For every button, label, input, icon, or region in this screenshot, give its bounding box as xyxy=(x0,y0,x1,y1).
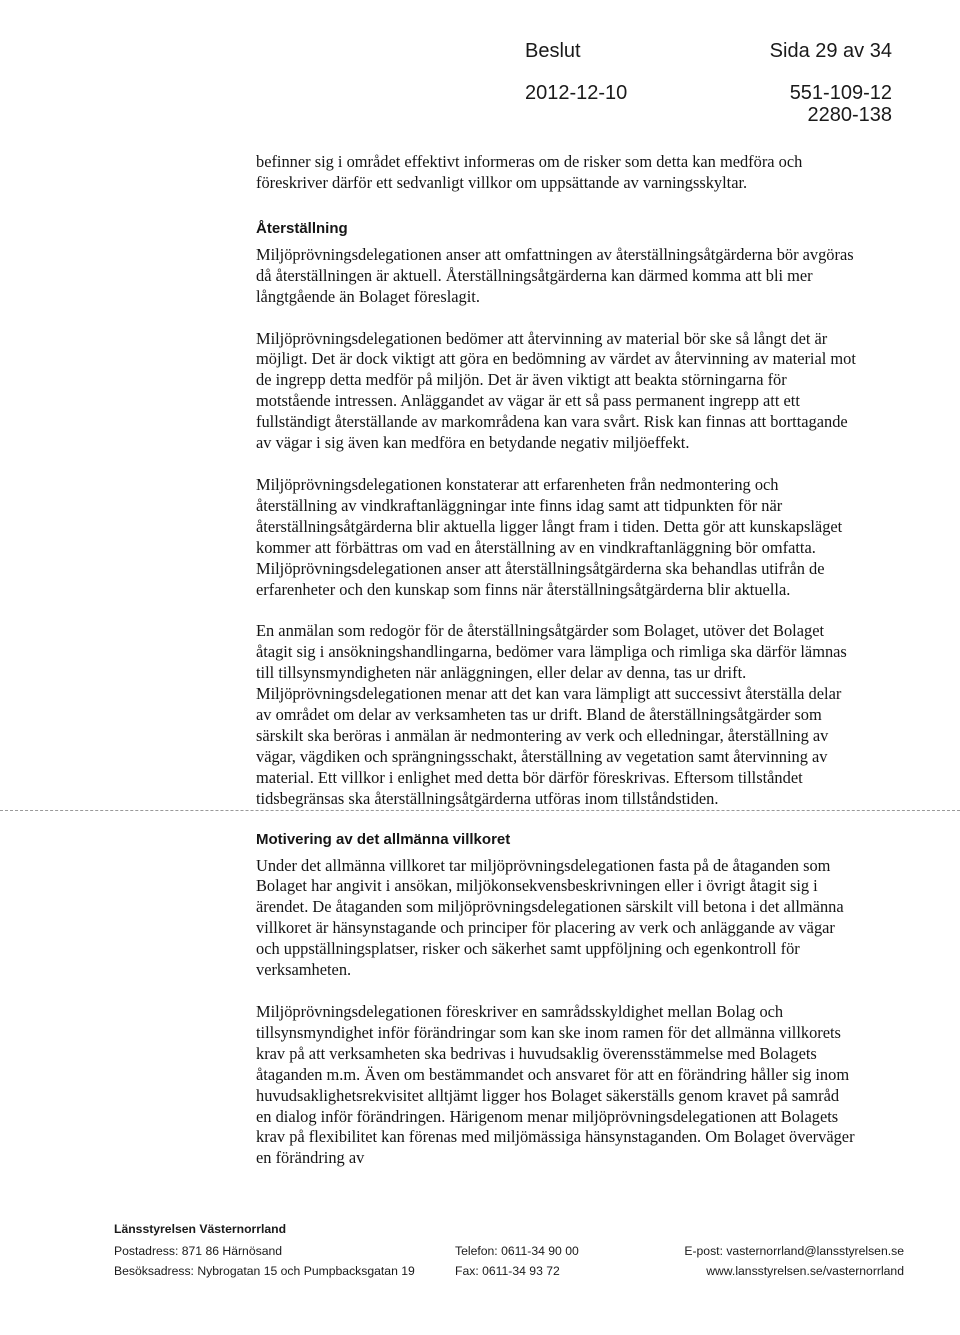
scan-artifact-line xyxy=(0,810,960,811)
paragraph: Miljöprövningsdelegationen konstaterar att erfarenheten från nedmontering och återställning av vindkraftanläggningar inte finns idag samt att tidpunkten för när återställningsåtgärderna blir aktuella ligger långt fram i tiden. Detta gör att kunskapsläget kommer att förbättras om vad en återställning av en vindkraftanläggning bör omfatta. Miljöprövningsdelegationen anser att återställningsåtgärderna ska behandlas utifrån de erfarenheter och den kunskap som finns när återställningsåtgärderna blir aktuella. xyxy=(256,474,843,599)
doc-type: Beslut xyxy=(525,40,581,62)
reference-number: 551-109-12 xyxy=(789,82,892,104)
footer-postal-address: Postadress: 871 86 Härnösand xyxy=(114,1244,283,1258)
intro-paragraph: befinner sig i området effektivt informeras om de risker som detta kan medföra och föreskriver därför ett sedvanligt villkor om uppsättande av varningsskyltar. xyxy=(256,152,803,192)
reference-number-secondary: 2280-138 xyxy=(807,104,892,126)
page-number: Sida 29 av 34 xyxy=(769,40,892,62)
footer-visiting-address: Besöksadress: Nybrogatan 15 och Pumpbacksgatan 19 xyxy=(114,1264,415,1278)
paragraph: Miljöprövningsdelegationen föreskriver en samrådsskyldighet mellan Bolag och tillsynsmyndighet inför förändringar som kan ske inom ramen för det allmänna villkorets krav på att verksamheten ska bedrivas i huvudsaklig överensstämmelse med Bolagets åtaganden m.m. Även om bestämmandet och ansvaret för att en förändring håller sig inom huvudsaklighetsrekvisitet alltjämt ligger hos Bolaget säkerställs genom kravet på samråd en dialog inför förändringen. Härigenom menar miljöprövningsdelegationen att Bolagets krav på flexibilitet kan förenas med miljömässiga hänsynstaganden. Om Bolaget överväger en förändring av xyxy=(256,1002,855,1168)
footer-website[interactable]: www.lansstyrelsen.se/vasternorrland xyxy=(706,1264,904,1278)
footer-organization: Länsstyrelsen Västernorrland xyxy=(114,1222,287,1236)
document-body xyxy=(256,152,856,1169)
section-heading-motivering: Motivering av det allmänna villkoret xyxy=(256,830,511,848)
paragraph: En anmälan som redogör för de återställningsåtgärder som Bolaget, utöver det Bolaget åtagit sig i ansökningshandlingarna, bedömer vara lämpliga och rimliga ska därför lämnas till tillsynsmyndigheten när anläggningen, eller delar av denna, tas ur drift. Miljöprövningsdelegationen menar att det kan vara lämpligt att successivt återställa delar av området om delar av verksamheten tas ur drift. Bland de återställningsåtgärder som särskilt ska beröras i anmälan är nedmontering av verk och elledningar, återställning av vägar, vägdiken och sprängningsschakt, återställning av vegetation samt återvinning av material. Ett villkor i enlighet med detta bör därför föreskrivas. Eftersom tillståndet tidsbegränsas ska återställningsåtgärderna utföras inom tillståndstiden. xyxy=(256,621,847,808)
footer-email[interactable]: E-post: vasternorrland@lansstyrelsen.se xyxy=(684,1244,904,1258)
paragraph: Miljöprövningsdelegationen anser att omfattningen av återställningsåtgärderna bör avgöras då återställningen är aktuell. Återställningsåtgärderna kan därmed komma att bli mer långtgående än Bolaget föreslagit. xyxy=(256,244,854,306)
paragraph: Under det allmänna villkoret tar miljöprövningsdelegationen fasta på de åtaganden som Bolaget har angivit i ansökan, miljökonsekvensbeskrivningen eller i övrigt åtagit sig i ärendet. De åtaganden som miljöprövningsdelegationen särskilt vill betona i det allmänna villkoret är hänsynstagande och principer för placering av verk och anläggande av vägar och uppställningsplatser, risker och säkerhet samt uppföljning och egenkontroll för verksamheten. xyxy=(256,855,844,980)
footer-fax: Fax: 0611-34 93 72 xyxy=(455,1264,560,1278)
footer-phone: Telefon: 0611-34 90 00 xyxy=(455,1244,579,1258)
decision-date: 2012-12-10 xyxy=(525,82,628,104)
section-heading-aterstallning: Återställning xyxy=(256,219,348,237)
paragraph: Miljöprövningsdelegationen bedömer att återvinning av material bör ske så långt det är möjligt. Det är dock viktigt att göra en bedömning av värdet av återvinning av material mot de ingrepp detta medför på miljön. Det är även viktigt att beakta störningarna för motstående intressen. Anläggandet av vägar är ett så pass permanent ingrepp att ett fullständigt återställande av markområdena kan vara svårt. Risk kan finnas att borttagande av vägar i sig även kan medföra en betydande negativ miljöeffekt. xyxy=(256,328,856,453)
